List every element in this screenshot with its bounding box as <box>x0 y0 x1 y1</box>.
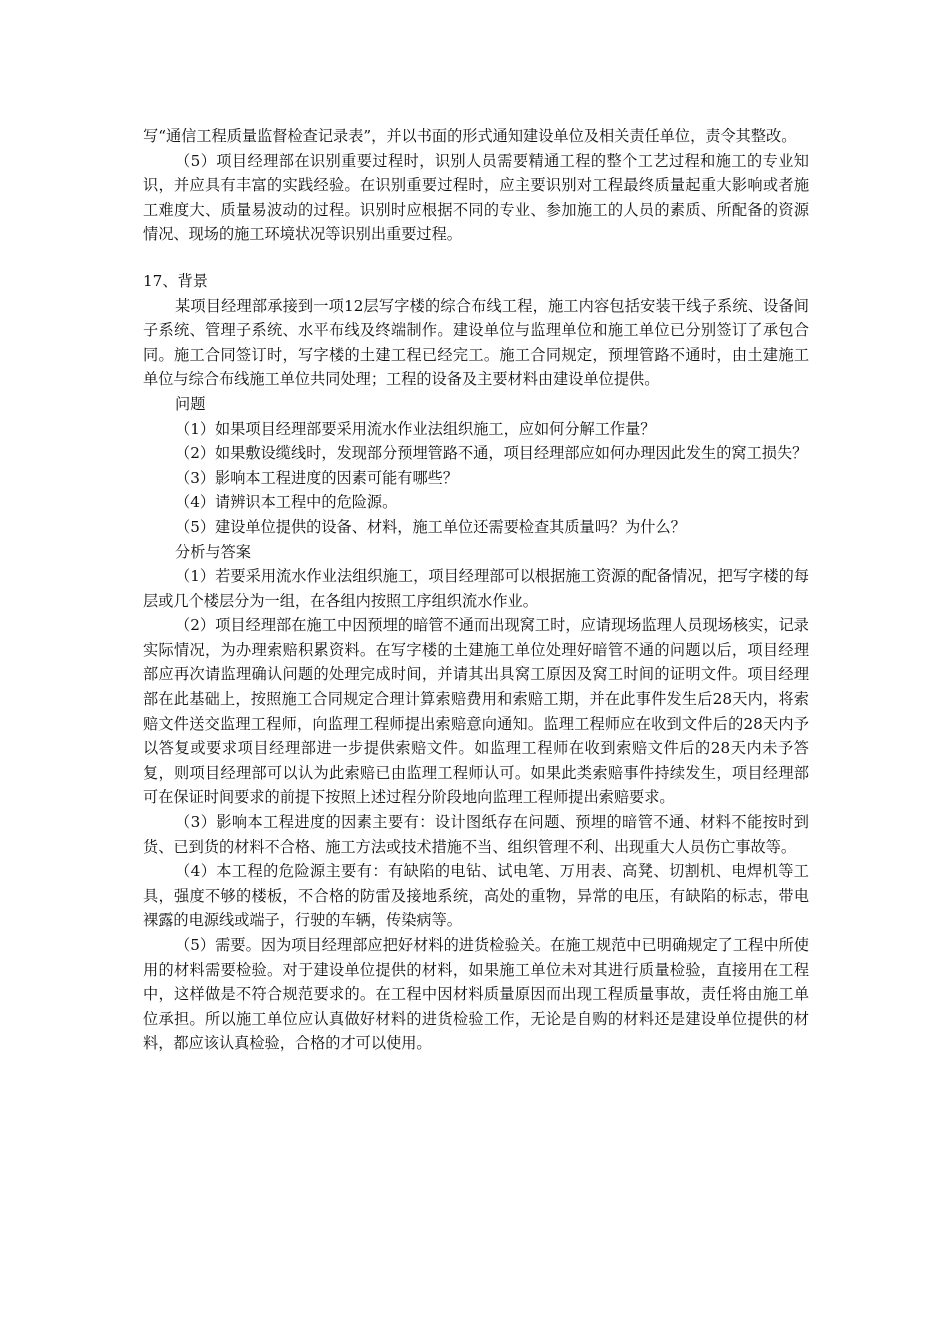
answer-item: （3）影响本工程进度的因素主要有：设计图纸存在问题、预埋的暗管不通、材料不能按时到货、已到货的材料不合格、施工方法或技术措施不当、组织管理不利、出现重大人员伤亡事故等。 <box>143 813 809 856</box>
answer-item: （4）本工程的危险源主要有：有缺陷的电钻、试电笔、万用表、高凳、切割机、电焊机等工具，强度不够的楼板，不合格的防雷及接地系统，高处的重物，异常的电压，有缺陷的标志，带电裸露的电源线或端子，行驶的车辆，传染病等。 <box>143 862 809 930</box>
text-column <box>143 124 809 1056</box>
section-title: 17、背景 <box>143 271 208 290</box>
section-gap <box>143 247 809 269</box>
question-item: （5）建设单位提供的设备、材料，施工单位还需要检查其质量吗？为什么？ <box>175 517 686 536</box>
questions-heading: 问题 <box>175 394 206 413</box>
background-paragraph: 某项目经理部承接到一项12层写字楼的综合布线工程，施工内容包括安装干线子系统、设备间子系统、管理子系统、水平布线及终端制作。建设单位与监理单位和施工单位已分别签订了承包合同。施工合同签订时，写字楼的土建工程已经完工。施工合同规定，预埋管路不通时，由土建施工单位与综合布线施工单位共同处理；工程的设备及主要材料由建设单位提供。 <box>143 296 809 389</box>
answers-heading: 分析与答案 <box>175 542 251 561</box>
question-item: （3）影响本工程进度的因素可能有哪些？ <box>175 468 459 487</box>
answer-item: （2）项目经理部在施工中因预埋的暗管不通而出现窝工时，应请现场监理人员现场核实，记录实际情况，为办理索赔积累资料。在写字楼的土建施工单位处理好暗管不通的问题以后，项目经理部应再次请监理确认问题的处理完成时间，并请其出具窝工原因及窝工时间的证明文件。项目经理部在此基础上，按照施工合同规定合理计算索赔费用和索赔工期，并在此事件发生后28天内，将索赔文件送交监理工程师，向监理工程师提出索赔意向通知。监理工程师应在收到文件后的28天内予以答复或要求项目经理部进一步提供索赔文件。如监理工程师在收到索赔文件后的28天内未予答复，则项目经理部可以认为此索赔已由监理工程师认可。如果此类索赔事件持续发生，项目经理部可在保证时间要求的前提下按照上述过程分阶段地向监理工程师提出索赔要求。 <box>143 616 809 807</box>
answer-item: （1）若要采用流水作业法组织施工，项目经理部可以根据施工资源的配备情况，把写字楼的每层或几个楼层分为一组，在各组内按照工序组织流水作业。 <box>143 567 809 610</box>
question-item: （2）如果敷设缆线时，发现部分预埋管路不通，项目经理部应如何办理因此发生的窝工损失？ <box>175 444 808 463</box>
paragraph-item-5: （5）项目经理部在识别重要过程时，识别人员需要精通工程的整个工艺过程和施工的专业知识，并应具有丰富的实践经验。在识别重要过程时，应主要识别对工程最终质量起重大影响或者施工难度大、质量易波动的过程。识别时应根据不同的专业、参加施工的人员的素质、所配备的资源情况、现场的施工环境状况等识别出重要过程。 <box>143 151 809 244</box>
continued-paragraph: 写“通信工程质量监督检查记录表”，并以书面的形式通知建设单位及相关责任单位，责令其整改。 <box>143 127 797 145</box>
answer-item: （5）需要。因为项目经理部应把好材料的进货检验关。在施工规范中已明确规定了工程中所使用的材料需要检验。对于建设单位提供的材料，如果施工单位未对其进行质量检验，直接用在工程中，这样做是不符合规范要求的。在工程中因材料质量原因而出现工程质量事故，责任将由施工单位承担。所以施工单位应认真做好材料的进货检验工作，无论是自购的材料还是建设单位提供的材料，都应该认真检验，合格的才可以使用。 <box>143 936 809 1053</box>
question-item: （1）如果项目经理部要采用流水作业法组织施工，应如何分解工作量？ <box>175 419 656 438</box>
question-item: （4）请辨识本工程中的危险源。 <box>175 493 398 512</box>
